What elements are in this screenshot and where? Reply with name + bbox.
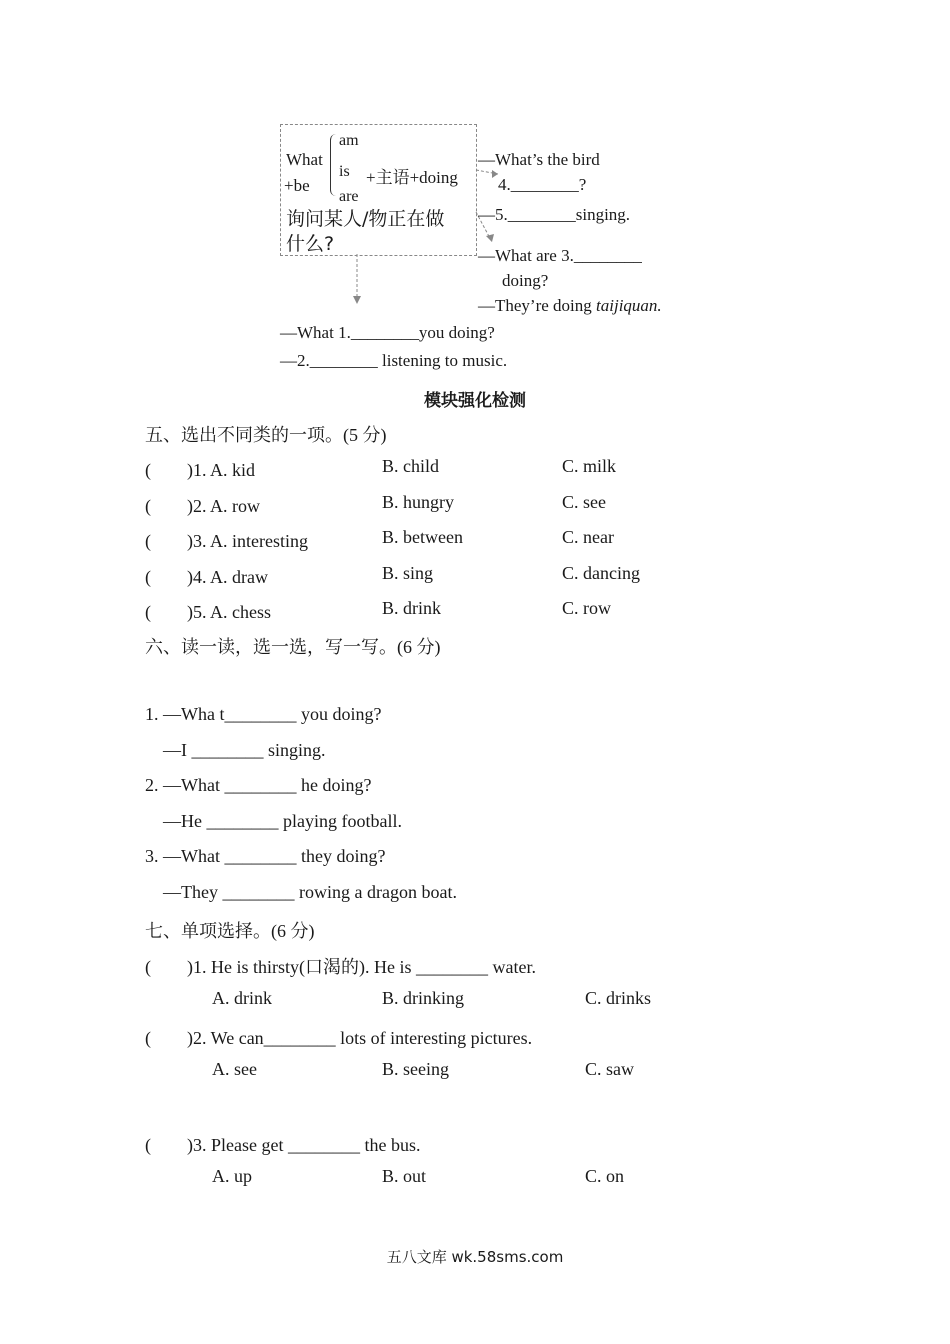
s5-item5-a: ( )5. A. chess [145, 602, 271, 622]
s5-item3-a: ( )3. A. interesting [145, 531, 308, 551]
diagram-bottom-q: —What 1.________you doing? [280, 323, 495, 342]
s6-line2: —I ________ singing. [163, 740, 326, 760]
s7-q3-c: C. on [585, 1166, 625, 1186]
s7-q1: ( )1. He is thirsty(口渴的). He is ________ water. [145, 957, 536, 977]
s7-q2-c: C. saw [585, 1059, 634, 1079]
s7-q2: ( )2. We can________ lots of interesting pictures. [145, 1028, 533, 1048]
s5-item1-b: B. child [382, 456, 439, 476]
s5-item1-a: ( )1. A. kid [145, 460, 255, 480]
s5-item5-c: C. row [562, 598, 611, 618]
section6-heading: 六、读一读，选一选，写一写。(6 分) [145, 637, 441, 657]
s5-item1-c: C. milk [562, 456, 617, 476]
s5-item3-c: C. near [562, 527, 614, 547]
diagram-right-a2 [478, 296, 662, 316]
arrow-down-icon [353, 296, 361, 304]
section5-heading: 五、选出不同类的一项。(5 分) [145, 425, 387, 445]
s7-q3-a: A. up [212, 1166, 252, 1186]
s5-item2-b: B. hungry [382, 492, 454, 512]
diagram-arrows [340, 150, 510, 310]
diagram-right-q2b: doing? [502, 271, 549, 290]
s5-item2-c: C. see [562, 492, 606, 512]
diagram-what: What [286, 150, 323, 169]
s5-item4-a: ( )4. A. draw [145, 567, 268, 587]
section-title: 模块强化检测 [424, 391, 526, 411]
s5-item3-b: B. between [382, 527, 463, 547]
s6-line1: 1. —Wha t________ you doing? [145, 704, 382, 724]
footer-watermark: 五八文库 wk.58sms.com [386, 1248, 564, 1266]
diagram-are: are [339, 188, 359, 205]
section7-heading: 七、单项选择。(6 分) [145, 921, 315, 941]
diagram-right-q1b: 4.________? [498, 175, 587, 194]
s6-line6: —They ________ rowing a dragon boat. [163, 882, 457, 902]
diagram-right-a1: —5.________singing. [478, 205, 631, 224]
diagram-right-a2-prefix: —They’re doing [478, 296, 597, 315]
arrow-down-right-icon [486, 234, 494, 242]
diagram-desc-line1: 询问某人/物正在做 [286, 208, 445, 230]
s5-item4-c: C. dancing [562, 563, 640, 583]
s7-q1-a: A. drink [212, 988, 272, 1008]
diagram-formula: +主语+doing [366, 168, 458, 187]
s5-item2-a: ( )2. A. row [145, 496, 260, 516]
s7-q1-c: C. drinks [585, 988, 652, 1008]
diagram-brace [330, 134, 337, 196]
diagram-am: am [339, 132, 359, 149]
s7-q3-b: B. out [382, 1166, 427, 1186]
diagram-be: +be [284, 176, 310, 195]
diagram-right-q2: —What are 3.________ [478, 246, 642, 265]
s6-line5: 3. —What ________ they doing? [145, 846, 386, 866]
diagram-bottom-a: —2.________ listening to music. [280, 351, 508, 370]
diagram-right-a2-italic: taijiquan. [596, 296, 662, 315]
s5-item4-b: B. sing [382, 563, 434, 583]
diagram-desc-line2: 什么? [286, 233, 335, 255]
s6-line4: —He ________ playing football. [163, 811, 402, 831]
s7-q3: ( )3. Please get ________ the bus. [145, 1135, 421, 1155]
s7-q2-a: A. see [212, 1059, 257, 1079]
s5-item5-b: B. drink [382, 598, 442, 618]
diagram-is: is [339, 163, 350, 180]
s6-line3: 2. —What ________ he doing? [145, 775, 372, 795]
s7-q1-b: B. drinking [382, 988, 465, 1008]
diagram-right-q1: —What’s the bird [478, 150, 600, 169]
s7-q2-b: B. seeing [382, 1059, 449, 1079]
